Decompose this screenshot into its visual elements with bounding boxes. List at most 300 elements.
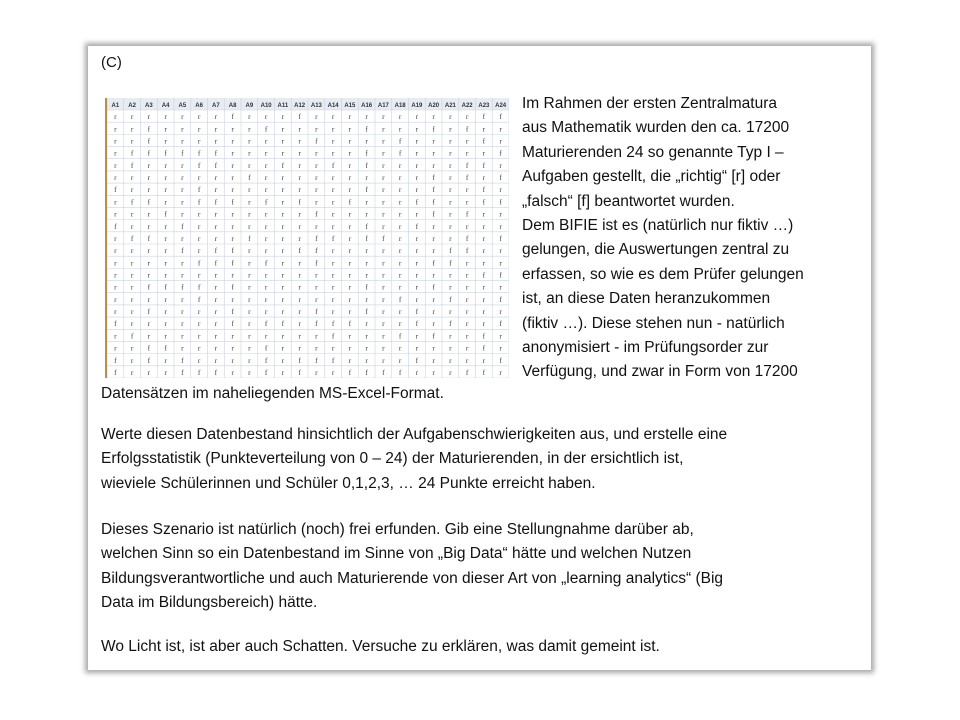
- cell-value: f: [147, 136, 151, 146]
- cell-value: r: [164, 221, 167, 231]
- cell-value: r: [164, 319, 167, 329]
- cell-value: f: [147, 282, 151, 292]
- cell-value: f: [465, 160, 469, 170]
- cell-value: r: [114, 307, 117, 317]
- cell-value: r: [382, 160, 385, 170]
- cell-value: r: [365, 209, 368, 219]
- cell-value: r: [465, 148, 469, 158]
- column-header: A16: [361, 103, 373, 109]
- cell-value: r: [482, 246, 486, 256]
- cell-value: r: [449, 307, 452, 317]
- cell-value: r: [348, 173, 352, 183]
- cell-value: r: [348, 343, 352, 353]
- task-paragraph-statistics: Werte diesen Datenbestand hinsichtlich der Aufgabenschwierigkeiten aus, und erstelle eine Erfolgsstatistik (Punkteverteilung von 0 – 24) der Maturierenden, in der ersichtlich ist, wieviele Schülerinnen und Schüler 0,1,2,3, … 24 Punkte erreicht haben.: [101, 426, 728, 492]
- cell-value: r: [181, 270, 184, 280]
- cell-value: f: [231, 319, 234, 329]
- cell-value: r: [248, 148, 251, 158]
- cell-value: r: [331, 148, 335, 158]
- cell-value: r: [348, 221, 352, 231]
- column-header: A24: [495, 103, 507, 109]
- cell-value: f: [214, 160, 218, 170]
- cell-value: r: [398, 209, 402, 219]
- cell-value: r: [231, 185, 234, 195]
- cell-value: f: [348, 319, 352, 329]
- cell-value: f: [432, 282, 435, 292]
- cell-value: f: [382, 367, 385, 377]
- cell-value: r: [415, 282, 419, 292]
- cell-value: r: [315, 294, 318, 304]
- cell-value: r: [231, 209, 234, 219]
- cell-value: r: [197, 173, 201, 183]
- cell-value: r: [398, 355, 402, 365]
- cell-value: r: [147, 209, 151, 219]
- cell-value: r: [248, 319, 251, 329]
- cell-value: r: [465, 331, 469, 341]
- cell-value: f: [264, 124, 268, 134]
- cell-value: f: [298, 112, 301, 122]
- cell-value: r: [398, 233, 402, 243]
- cell-value: f: [164, 343, 167, 353]
- cell-value: r: [382, 124, 385, 134]
- cell-value: r: [298, 173, 301, 183]
- cell-value: r: [248, 258, 251, 268]
- column-header: A9: [245, 103, 254, 109]
- cell-value: f: [298, 355, 301, 365]
- cell-value: r: [465, 197, 469, 207]
- column-header: A6: [195, 103, 203, 109]
- cell-value: r: [214, 124, 218, 134]
- cell-value: r: [449, 270, 452, 280]
- cell-value: r: [197, 355, 201, 365]
- cell-value: r: [264, 307, 268, 317]
- cell-value: f: [164, 282, 167, 292]
- cell-value: r: [147, 221, 151, 231]
- cell-value: r: [499, 307, 502, 317]
- cell-value: r: [164, 258, 167, 268]
- cell-value: r: [181, 331, 184, 341]
- cell-value: r: [415, 185, 419, 195]
- cell-value: r: [281, 343, 285, 353]
- cell-value: r: [398, 221, 402, 231]
- cell-value: f: [264, 258, 268, 268]
- cell-value: r: [348, 233, 352, 243]
- cell-value: r: [382, 112, 385, 122]
- cell-value: r: [298, 209, 301, 219]
- cell-value: r: [114, 124, 117, 134]
- cell-value: f: [264, 319, 268, 329]
- cell-value: f: [181, 355, 184, 365]
- cell-value: r: [147, 185, 151, 195]
- cell-value: r: [248, 282, 251, 292]
- cell-value: f: [432, 209, 435, 219]
- cell-value: f: [197, 185, 201, 195]
- task-paragraph-big-data: Dieses Szenario ist natürlich (noch) frei erfunden. Gib eine Stellungnahme darüber ab, welchen Sinn so ein Datenbestand im Sinne von „Big Data“ hätte und welchen Nutzen Bildungsverantwortliche und auch Maturierende von dieser Art von „learning analytics“ (Big Data im Bildungsbereich) hätte.: [101, 521, 724, 612]
- cell-value: r: [114, 173, 117, 183]
- cell-value: r: [449, 343, 452, 353]
- cell-value: r: [298, 282, 301, 292]
- cell-value: r: [382, 136, 385, 146]
- cell-value: r: [281, 246, 285, 256]
- cell-value: r: [197, 319, 201, 329]
- cell-value: r: [281, 282, 285, 292]
- cell-value: f: [348, 197, 352, 207]
- cell-value: r: [281, 112, 285, 122]
- cell-value: r: [147, 246, 151, 256]
- cell-value: r: [331, 367, 335, 377]
- column-header: A5: [178, 103, 187, 109]
- cell-value: r: [264, 294, 268, 304]
- cell-value: f: [130, 197, 134, 207]
- cell-value: r: [331, 221, 335, 231]
- cell-value: f: [415, 197, 419, 207]
- cell-value: r: [248, 112, 251, 122]
- cell-value: f: [348, 367, 352, 377]
- cell-value: r: [348, 294, 352, 304]
- cell-value: f: [382, 233, 385, 243]
- cell-value: r: [465, 343, 469, 353]
- cell-value: r: [499, 367, 502, 377]
- cell-value: f: [499, 233, 502, 243]
- cell-value: r: [164, 173, 167, 183]
- cell-value: f: [130, 160, 134, 170]
- cell-value: f: [365, 282, 368, 292]
- cell-value: r: [382, 343, 385, 353]
- cell-value: r: [382, 221, 385, 231]
- task-paragraph-shadow: Wo Licht ist, ist aber auch Schatten. Versuche zu erklären, was damit gemeint ist.: [101, 638, 660, 655]
- slide-card: [88, 46, 871, 670]
- cell-value: r: [365, 294, 368, 304]
- cell-value: r: [415, 367, 419, 377]
- cell-value: r: [315, 124, 318, 134]
- section-label: (C): [101, 54, 122, 71]
- cell-value: r: [248, 343, 251, 353]
- cell-value: r: [264, 160, 268, 170]
- cell-value: r: [298, 221, 301, 231]
- cell-value: r: [499, 209, 502, 219]
- cell-value: f: [114, 319, 117, 329]
- cell-value: r: [181, 233, 184, 243]
- cell-value: f: [130, 233, 134, 243]
- cell-value: r: [281, 367, 285, 377]
- cell-value: f: [164, 148, 167, 158]
- cell-value: r: [130, 136, 134, 146]
- cell-value: f: [147, 197, 151, 207]
- cell-value: r: [315, 221, 318, 231]
- cell-value: r: [415, 112, 419, 122]
- cell-value: r: [415, 270, 419, 280]
- cell-value: r: [415, 148, 419, 158]
- cell-value: r: [147, 112, 151, 122]
- cell-value: r: [231, 367, 234, 377]
- cell-value: r: [415, 258, 419, 268]
- cell-value: r: [432, 136, 435, 146]
- cell-value: r: [281, 307, 285, 317]
- cell-value: r: [331, 209, 335, 219]
- cell-value: r: [449, 367, 452, 377]
- cell-value: r: [298, 343, 301, 353]
- cell-value: f: [264, 355, 268, 365]
- cell-value: r: [499, 124, 502, 134]
- cell-value: r: [264, 173, 268, 183]
- cell-value: f: [231, 282, 234, 292]
- cell-value: r: [415, 343, 419, 353]
- cell-value: r: [248, 221, 251, 231]
- cell-value: r: [181, 136, 184, 146]
- cell-value: r: [197, 270, 201, 280]
- cell-value: r: [264, 270, 268, 280]
- cell-value: r: [114, 343, 117, 353]
- cell-value: r: [298, 258, 301, 268]
- cell-value: f: [482, 343, 486, 353]
- cell-value: f: [164, 209, 167, 219]
- cell-value: r: [281, 331, 285, 341]
- cell-value: r: [432, 307, 435, 317]
- cell-value: r: [432, 367, 435, 377]
- cell-value: r: [499, 246, 502, 256]
- cell-value: r: [382, 355, 385, 365]
- cell-value: r: [398, 173, 402, 183]
- cell-value: r: [130, 282, 134, 292]
- cell-value: r: [449, 112, 452, 122]
- cell-value: f: [298, 197, 301, 207]
- cell-value: r: [465, 355, 469, 365]
- cell-value: r: [231, 221, 234, 231]
- cell-value: r: [114, 270, 117, 280]
- cell-value: r: [298, 160, 301, 170]
- column-header: A1: [111, 103, 120, 109]
- cell-value: r: [231, 160, 234, 170]
- cell-value: r: [465, 282, 469, 292]
- cell-value: r: [214, 136, 218, 146]
- cell-value: r: [181, 258, 184, 268]
- cell-value: f: [482, 112, 486, 122]
- cell-value: r: [432, 343, 435, 353]
- cell-value: f: [298, 367, 301, 377]
- cell-value: f: [499, 197, 502, 207]
- cell-value: r: [465, 319, 469, 329]
- cell-value: r: [398, 258, 402, 268]
- column-header: A18: [394, 103, 406, 109]
- cell-value: r: [197, 307, 201, 317]
- cell-value: r: [348, 209, 352, 219]
- cell-value: r: [181, 112, 184, 122]
- cell-value: r: [231, 343, 234, 353]
- cell-value: f: [465, 233, 469, 243]
- cell-value: r: [465, 221, 469, 231]
- cell-value: r: [130, 209, 134, 219]
- intro-text-tail: Datensätzen im naheliegenden MS-Excel-Format.: [101, 385, 444, 402]
- cell-value: r: [130, 112, 134, 122]
- cell-value: f: [264, 197, 268, 207]
- cell-value: r: [114, 294, 117, 304]
- column-header: A22: [461, 103, 473, 109]
- column-header: A4: [161, 103, 170, 109]
- cell-value: f: [315, 233, 318, 243]
- cell-value: r: [465, 270, 469, 280]
- cell-value: f: [114, 367, 117, 377]
- cell-value: r: [197, 343, 201, 353]
- cell-value: f: [147, 307, 151, 317]
- cell-value: r: [164, 294, 167, 304]
- cell-value: r: [482, 209, 486, 219]
- cell-value: r: [197, 246, 201, 256]
- cell-value: r: [382, 270, 385, 280]
- cell-value: r: [181, 124, 184, 134]
- cell-value: f: [281, 319, 285, 329]
- cell-value: r: [130, 173, 134, 183]
- cell-value: f: [197, 197, 201, 207]
- cell-value: r: [231, 124, 234, 134]
- cell-value: r: [197, 136, 201, 146]
- cell-value: f: [365, 124, 368, 134]
- cell-value: f: [197, 148, 201, 158]
- cell-value: r: [398, 185, 402, 195]
- cell-value: r: [348, 258, 352, 268]
- cell-value: r: [248, 307, 251, 317]
- cell-value: r: [315, 270, 318, 280]
- cell-value: f: [465, 173, 469, 183]
- cell-value: f: [147, 148, 151, 158]
- cell-value: f: [432, 258, 435, 268]
- cell-value: r: [281, 124, 285, 134]
- cell-value: f: [331, 233, 335, 243]
- cell-value: r: [449, 282, 452, 292]
- cell-value: f: [398, 367, 402, 377]
- cell-value: r: [264, 148, 268, 158]
- cell-value: r: [449, 233, 452, 243]
- cell-value: r: [365, 136, 368, 146]
- cell-value: r: [114, 112, 117, 122]
- cell-value: f: [181, 246, 184, 256]
- cell-value: r: [298, 124, 301, 134]
- cell-value: r: [147, 258, 151, 268]
- cell-value: r: [231, 331, 234, 341]
- cell-value: r: [214, 282, 218, 292]
- cell-value: r: [331, 270, 335, 280]
- cell-value: r: [147, 367, 151, 377]
- cell-value: r: [298, 136, 301, 146]
- cell-value: r: [147, 331, 151, 341]
- cell-value: r: [114, 331, 117, 341]
- cell-value: r: [281, 233, 285, 243]
- cell-value: r: [465, 294, 469, 304]
- cell-value: r: [382, 319, 385, 329]
- cell-value: r: [248, 209, 251, 219]
- cell-value: r: [298, 294, 301, 304]
- cell-value: r: [298, 185, 301, 195]
- cell-value: f: [231, 258, 234, 268]
- cell-value: f: [130, 148, 134, 158]
- cell-value: r: [382, 331, 385, 341]
- cell-value: r: [415, 246, 419, 256]
- cell-value: r: [331, 258, 335, 268]
- cell-value: r: [281, 197, 285, 207]
- cell-value: r: [130, 185, 134, 195]
- cell-value: r: [382, 209, 385, 219]
- cell-value: f: [331, 355, 335, 365]
- cell-value: r: [382, 148, 385, 158]
- cell-value: f: [147, 233, 151, 243]
- cell-value: f: [248, 233, 251, 243]
- cell-value: r: [281, 221, 285, 231]
- cell-value: r: [365, 270, 368, 280]
- cell-value: r: [264, 246, 268, 256]
- cell-value: r: [348, 112, 352, 122]
- column-header: A19: [411, 103, 423, 109]
- cell-value: r: [315, 331, 318, 341]
- cell-value: r: [365, 343, 368, 353]
- cell-value: r: [482, 124, 486, 134]
- cell-value: r: [365, 331, 368, 341]
- cell-value: f: [181, 367, 184, 377]
- cell-value: r: [214, 270, 218, 280]
- cell-value: f: [315, 209, 318, 219]
- cell-value: f: [315, 307, 318, 317]
- cell-value: r: [130, 270, 134, 280]
- cell-value: f: [214, 258, 218, 268]
- cell-value: r: [432, 294, 435, 304]
- cell-value: r: [248, 160, 251, 170]
- cell-value: r: [214, 221, 218, 231]
- column-header: A13: [310, 103, 322, 109]
- column-header: A21: [444, 103, 456, 109]
- cell-value: f: [432, 185, 435, 195]
- cell-value: f: [331, 319, 335, 329]
- cell-value: r: [415, 209, 419, 219]
- cell-value: f: [465, 367, 469, 377]
- cell-value: f: [315, 319, 318, 329]
- cell-value: f: [415, 221, 419, 231]
- cell-value: r: [181, 307, 184, 317]
- cell-value: r: [482, 148, 486, 158]
- cell-value: r: [415, 173, 419, 183]
- cell-value: r: [298, 307, 301, 317]
- cell-value: r: [164, 136, 167, 146]
- cell-value: r: [382, 307, 385, 317]
- cell-value: r: [382, 246, 385, 256]
- cell-value: r: [432, 160, 435, 170]
- cell-value: r: [281, 185, 285, 195]
- cell-value: r: [449, 148, 452, 158]
- cell-value: r: [348, 282, 352, 292]
- cell-value: f: [365, 185, 368, 195]
- column-header: A3: [145, 103, 153, 109]
- cell-value: r: [214, 173, 218, 183]
- cell-value: r: [315, 112, 318, 122]
- cell-value: r: [482, 294, 486, 304]
- cell-value: r: [264, 221, 268, 231]
- cell-value: r: [248, 270, 251, 280]
- cell-value: r: [315, 148, 318, 158]
- cell-value: r: [130, 343, 134, 353]
- cell-value: r: [432, 112, 435, 122]
- cell-value: r: [449, 160, 452, 170]
- cell-value: r: [315, 197, 318, 207]
- cell-value: f: [231, 197, 234, 207]
- cell-value: r: [482, 282, 486, 292]
- column-header: A14: [327, 103, 339, 109]
- cell-value: r: [248, 185, 251, 195]
- cell-value: r: [348, 307, 352, 317]
- cell-value: f: [499, 112, 502, 122]
- cell-value: r: [482, 307, 486, 317]
- cell-value: f: [248, 173, 251, 183]
- cell-value: r: [214, 343, 218, 353]
- cell-value: f: [482, 136, 486, 146]
- cell-value: r: [482, 233, 486, 243]
- cell-value: r: [465, 185, 469, 195]
- cell-value: r: [231, 270, 234, 280]
